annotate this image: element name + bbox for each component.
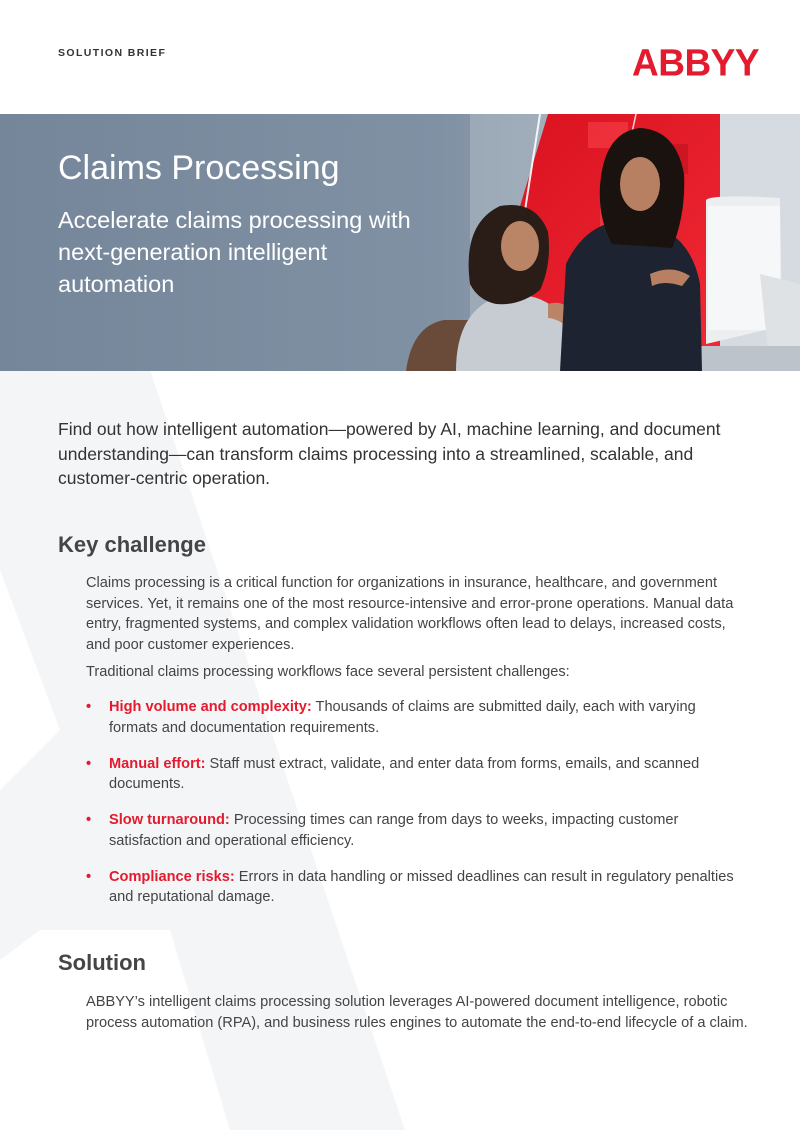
bullet-icon: • bbox=[86, 812, 92, 828]
hero-banner bbox=[0, 114, 800, 371]
eyebrow-label: SOLUTION BRIEF bbox=[58, 47, 167, 59]
list-item bbox=[86, 697, 746, 738]
bullet-icon: • bbox=[86, 755, 92, 772]
key-challenge-lead-in: Traditional claims processing workflows face several persistent challenges: bbox=[86, 664, 570, 680]
hero-subtitle: Accelerate claims processing with next-generation intelligent automation bbox=[58, 207, 411, 297]
solution-paragraph: ABBYY’s intelligent claims processing solution leverages AI-powered document intelligence, robotic process automation (RPA), and business rules engines to automate the end-to-end lifecycle of a claim. bbox=[86, 994, 748, 1031]
bullet-term: Compliance risks: bbox=[109, 868, 235, 885]
bullet-text: Thousands of claims are submitted daily, each with varying formats and documentation requirements. bbox=[109, 699, 696, 736]
key-challenge-heading: Key challenge bbox=[58, 532, 206, 557]
bullet-text: Errors in data handling or missed deadlines can result in regulatory penalties and reputational damage. bbox=[109, 868, 734, 905]
list-item bbox=[86, 754, 746, 795]
bullet-term: Slow turnaround: bbox=[109, 812, 230, 828]
bullet-term: Manual effort: bbox=[109, 755, 206, 772]
solution-heading: Solution bbox=[58, 950, 146, 975]
list-item bbox=[86, 810, 746, 851]
key-challenge-paragraph: Claims processing is a critical function for organizations in insurance, healthcare, and government services. Yet, it remains one of the most resource-intensive and error-prone operations. Manual data entry, fragmented systems, and complex validation workflows often lead to delays, increased costs, and poor customer experiences. bbox=[86, 575, 734, 653]
bullet-text: Staff must extract, validate, and enter data from forms, emails, and scanned documents. bbox=[109, 755, 700, 792]
bullet-icon: • bbox=[86, 699, 92, 715]
hero-title: Claims Processing bbox=[58, 149, 340, 187]
bullet-term: High volume and complexity: bbox=[109, 699, 312, 715]
list-item bbox=[86, 867, 746, 908]
bullet-text: Processing times can range from days to weeks, impacting customer satisfaction and operational efficiency. bbox=[109, 812, 679, 849]
bullet-icon: • bbox=[86, 868, 92, 885]
top-bar bbox=[0, 0, 800, 114]
abbyy-logo: ABBYY bbox=[632, 41, 760, 84]
challenge-bullet-list bbox=[86, 697, 746, 923]
intro-paragraph: Find out how intelligent automation—powered by AI, machine learning, and document understanding—can transform claims processing into a streamlined, scalable, and customer-centric operation. bbox=[58, 419, 721, 488]
